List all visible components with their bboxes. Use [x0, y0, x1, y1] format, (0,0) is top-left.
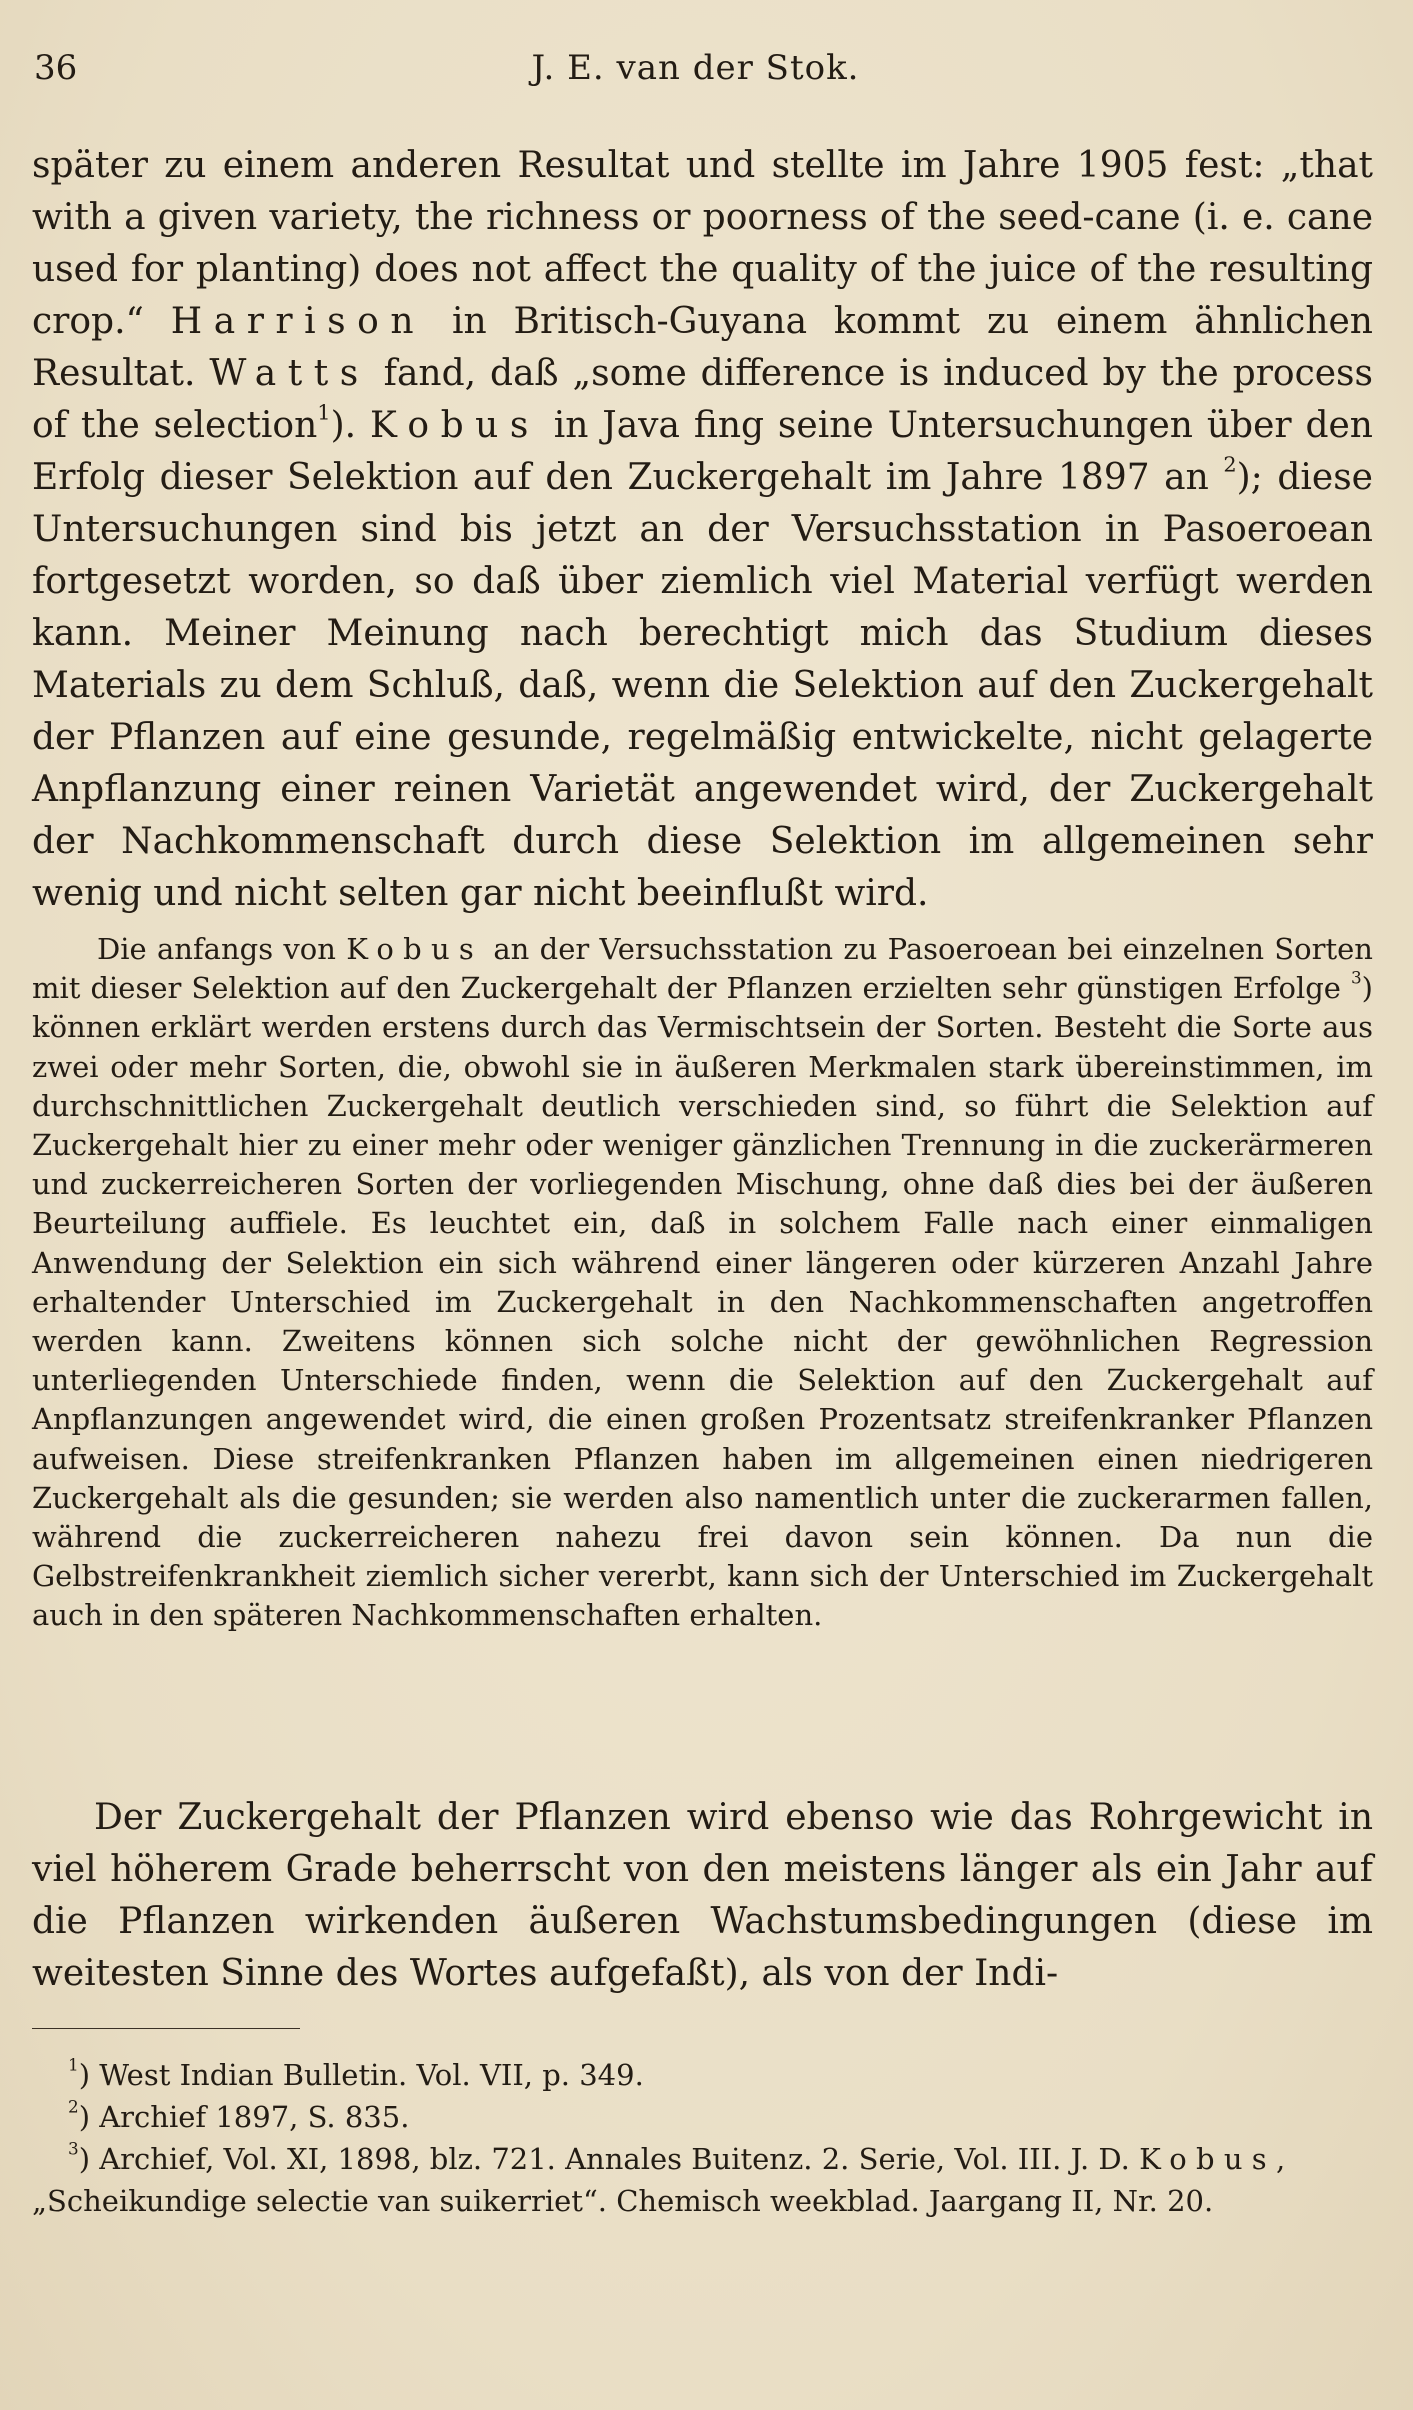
footnote-ref: 3	[68, 2138, 79, 2159]
footnote-rule	[32, 2028, 300, 2029]
spaced-name: Harrison	[170, 301, 426, 342]
footnote-ref: 1	[68, 2054, 79, 2075]
main-paragraph-2	[32, 1792, 1373, 2000]
spaced-name: Kobus	[346, 932, 484, 966]
footnote-1	[32, 2054, 1373, 2096]
text-run: in Java fing seine Untersuchungen über den Erfolg dieser Selektion auf den Zuckergehalt im Jahre 1897 an	[32, 405, 1373, 498]
paragraph-text	[32, 140, 1373, 920]
footnote-ref: 1	[317, 400, 331, 425]
text-run: ) können erklärt werden erstens durch das Vermischtsein der Sorten. Besteht die Sorte aus zwei oder mehr Sorten, die, obwohl sie in äußeren Merkmalen stark übereinstimmen, im durchschnittlichen Zuckergehalt deutlich verschieden sind, so führt die Selektion auf Zuckergehalt hier zu einer mehr oder weniger gänzlichen Trennung in die zuckerärmeren und zuckerreicheren Sorten der vorliegenden Mischung, ohne daß dies bei der äußeren Beurteilung auffiele. Es leuchtet ein, daß in solchem Falle nach einer einmaligen Anwendung der Selektion ein sich während einer längeren oder kürzeren Anzahl Jahre erhaltender Unterschied im Zuckergehalt in den Nachkommenschaften angetroffen werden kann. Zweitens können sich solche nicht der gewöhnlichen Regression unterliegenden Unterschiede finden, wenn die Selektion auf den Zuckergehalt auf Anpflanzungen angewendet wird, die einen großen Prozentsatz streifenkranker Pflanzen aufweisen. Diese streifenkranken Pflanzen haben im allgemeinen einen niedrigeren Zuckergehalt als die gesunden; sie werden also namentlich unter die zuckerarmen fallen, während die zuckerreicheren nahezu frei davon sein können. Da nun die Gelbstreifenkrankheit ziemlich sicher vererbt, kann sich der Unterschied im Zuckergehalt auch in den späteren Nachkommenschaften erhalten.	[32, 971, 1373, 1633]
spaced-name: Kobus	[369, 405, 540, 446]
text-run: ); diese Untersuchungen sind bis jetzt an der Versuchsstation in Pasoeroean fortgesetzt worden, so daß über ziemlich viel Material verfügt werden kann. Meiner Meinung nach berechtigt mich das Studium dieses Materials zu dem Schluß, daß, wenn die Selektion auf den Zuckergehalt der Pflanzen auf eine gesunde, regelmäßig entwickelte, nicht gelagerte Anpflanzung einer reinen Varietät angewendet wird, der Zuckergehalt der Nachkommenschaft durch diese Selektion im allgemeinen sehr wenig und nicht selten gar nicht beeinflußt wird.	[32, 457, 1373, 914]
footnotes	[32, 2054, 1373, 2222]
page-number: 36	[34, 48, 78, 88]
small-print-paragraph	[32, 930, 1373, 1636]
spaced-name: Kobus	[1139, 2142, 1276, 2176]
spaced-name: Watts	[209, 353, 370, 394]
text-run: Die anfangs von	[97, 932, 347, 966]
running-head: J. E. van der Stok.	[531, 48, 860, 88]
text-run: in Britisch-Guyana kommt zu einem ähnlichen Resultat.	[32, 301, 1373, 394]
page-header	[34, 44, 1357, 92]
text-run: an der Versuchsstation zu Pasoeroean bei einzelnen Sorten mit dieser Selektion auf den Zuckergehalt der Pflanzen erzielten sehr günstigen Erfolge	[32, 932, 1373, 1006]
footnote-ref: 3	[1350, 967, 1362, 988]
text-run: ) Archief 1897, S. 835.	[78, 2100, 410, 2134]
footnote-ref: 2	[1223, 452, 1237, 477]
footnote-ref: 2	[68, 2096, 79, 2117]
paragraph-text	[32, 1792, 1373, 2000]
text-run: später zu einem anderen Resultat und stellte im Jahre 1905 fest: „that with a given variety, the richness or poorness of the seed-cane (i. e. cane used for planting) does not affect the quality of the juice of the resulting crop.“	[32, 145, 1373, 342]
text-run: , „Scheikundige selectie van suikerriet“. Chemisch weekblad. Jaargang II, Nr. 20.	[32, 2142, 1286, 2218]
text-run: Der Zuckergehalt der Pflanzen wird ebenso wie das Rohrgewicht in viel höherem Grade beherrscht von den meistens länger als ein Jahr auf die Pflanzen wirkenden äußeren Wachstumsbedingungen (diese im weitesten Sinne des Wortes aufgefaßt), als von der Indi-	[32, 1797, 1373, 1994]
text-run: ) Archief, Vol. XI, 1898, blz. 721. Annales Buitenz. 2. Serie, Vol. III. J. D.	[78, 2142, 1140, 2176]
paragraph-text	[32, 930, 1373, 1636]
footnote-3	[32, 2138, 1373, 2222]
text-run: ).	[330, 405, 370, 446]
text-run: fand, daß „some difference is induced by the process of the selection	[32, 353, 1374, 446]
text-run: ) West Indian Bulletin. Vol. VII, p. 349.	[78, 2058, 644, 2092]
footnote-2	[32, 2096, 1373, 2138]
main-paragraph-1	[32, 140, 1373, 920]
